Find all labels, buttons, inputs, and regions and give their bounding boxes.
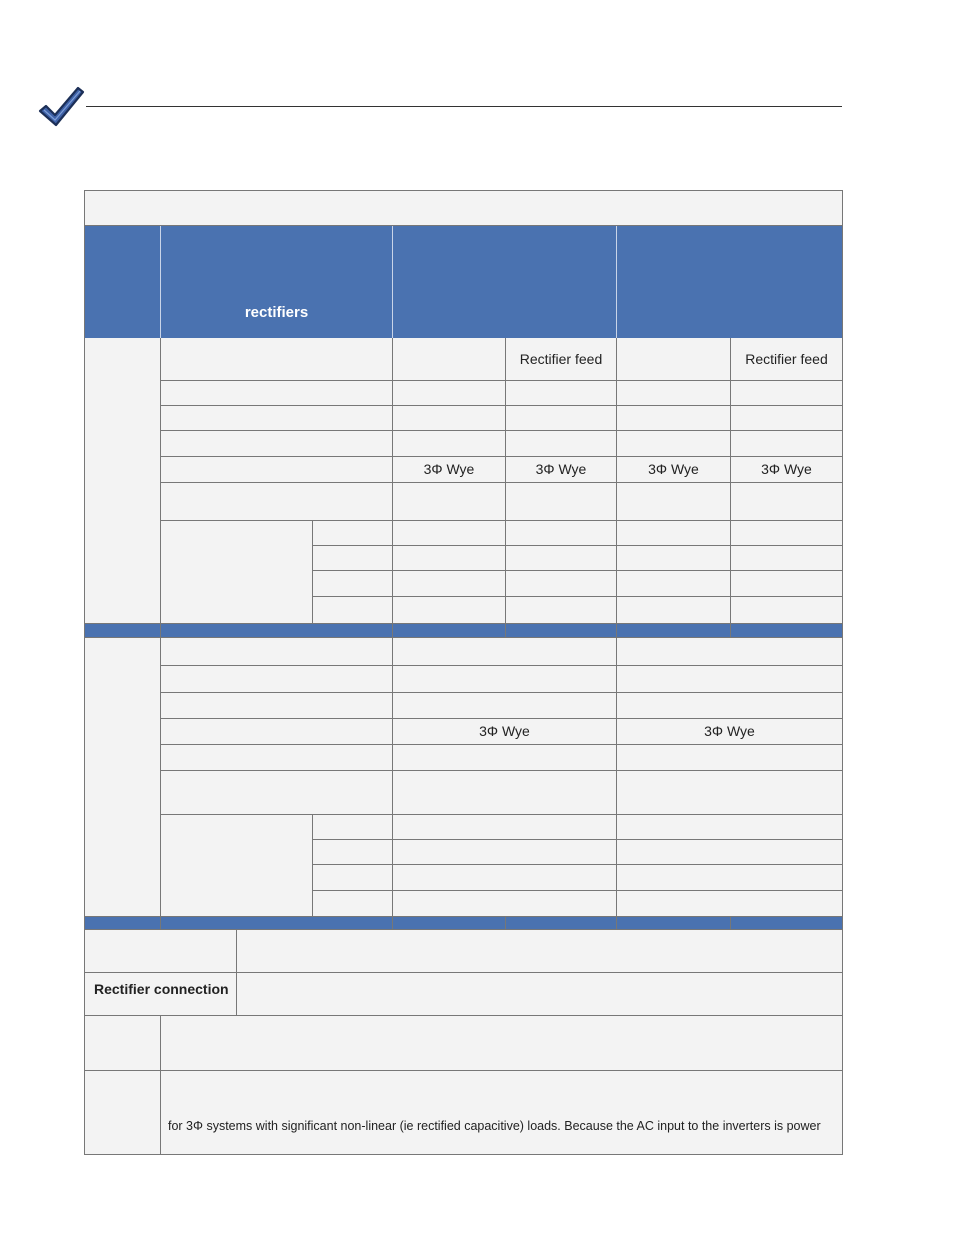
section-divider-band — [85, 916, 842, 929]
upper-row4-col2a: 3Φ Wye — [648, 461, 699, 477]
heading-rule — [86, 106, 842, 107]
lower-row4-col2: 3Φ Wye — [704, 723, 755, 739]
upper-row1-col1b: Rectifier feed — [519, 351, 603, 367]
upper-row4-col1b: 3Φ Wye — [535, 461, 587, 477]
header-rectifiers: rectifiers — [244, 304, 309, 321]
section-divider-band — [85, 623, 842, 637]
upper-row4-col1a: 3Φ Wye — [423, 461, 475, 477]
note-text: for 3Φ systems with significant non-linear (ie rectified capacitive) loads. Because the AC input to the inverters is power — [168, 1119, 821, 1133]
upper-row4-col2b: 3Φ Wye — [761, 461, 812, 477]
lower-row4-col1: 3Φ Wye — [479, 723, 530, 739]
checkmark-icon — [36, 84, 86, 128]
rectifier-connection-label: Rectifier connection — [94, 981, 229, 997]
table-header-row — [85, 225, 842, 338]
upper-row1-col2b: Rectifier feed — [745, 351, 828, 367]
